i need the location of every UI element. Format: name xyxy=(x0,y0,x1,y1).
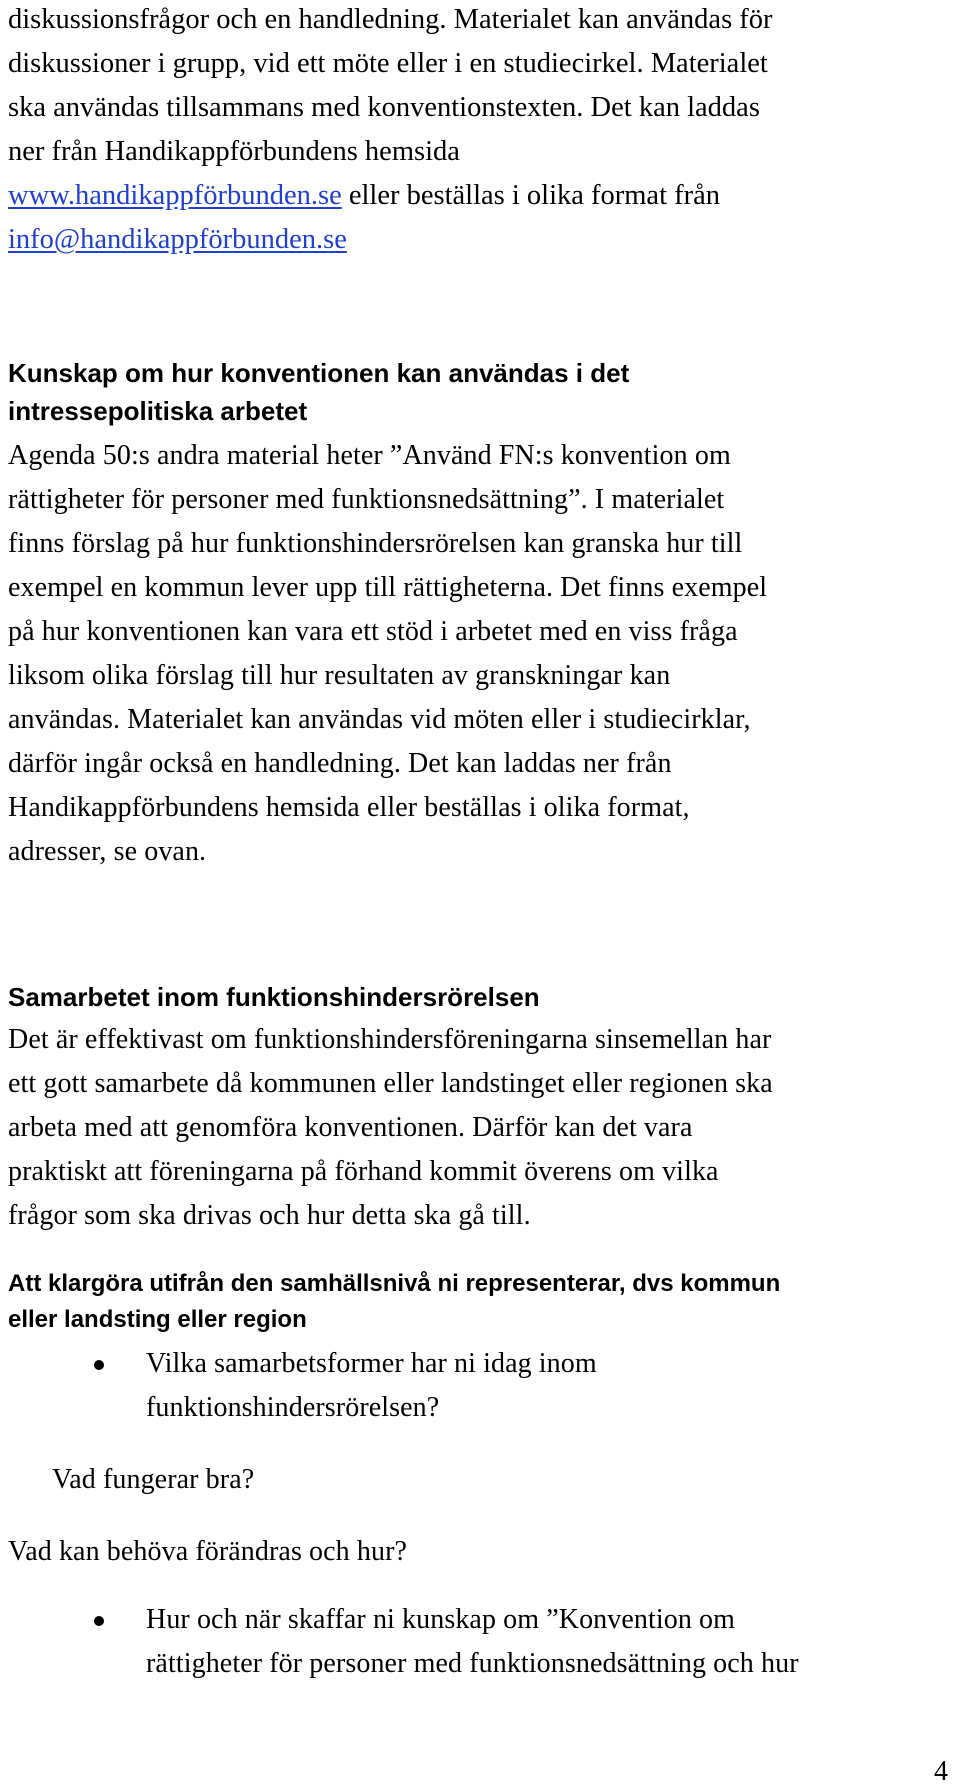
bullet-icon xyxy=(94,1616,104,1626)
paragraph-line: liksom olika förslag till hur resultaten av granskningar kan xyxy=(8,660,671,691)
section2-paragraph xyxy=(8,1018,952,1238)
intro-line: ner från Handikappförbundens hemsida xyxy=(8,136,460,167)
question-line: Vad fungerar bra? xyxy=(52,1464,255,1495)
heading-line: Att klargöra utifrån den samhällsnivå ni representerar, dvs kommun xyxy=(8,1270,781,1297)
bullet-line: funktionshindersrörelsen? xyxy=(146,1392,440,1423)
bullet-line: rättigheter för personer med funktionsnedsättning och hur xyxy=(146,1648,799,1679)
intro-line: diskussioner i grupp, vid ett möte eller i en studiecirkel. Materialet xyxy=(8,48,768,79)
intro-text: eller beställas i olika format från xyxy=(341,180,720,211)
question-line: Vad kan behöva förändras och hur? xyxy=(8,1536,408,1567)
paragraph-line: arbeta med att genomföra konventionen. Därför kan det vara xyxy=(8,1112,693,1143)
section-heading-klargora xyxy=(8,1266,952,1338)
bullet-icon xyxy=(94,1360,104,1370)
heading-line: Samarbetet inom funktionshindersrörelsen xyxy=(8,982,540,1012)
section-heading-kunskap xyxy=(8,354,952,430)
website-link[interactable]: www.handikappförbunden.se xyxy=(8,180,342,211)
paragraph-line: användas. Materialet kan användas vid möten eller i studiecirklar, xyxy=(8,704,751,735)
section1-paragraph xyxy=(8,434,952,874)
bullet-item xyxy=(100,1598,952,1686)
paragraph-line: Agenda 50:s andra material heter ”Använd FN:s konvention om xyxy=(8,440,731,471)
intro-line: ska användas tillsammans med konventionstexten. Det kan laddas xyxy=(8,92,760,123)
bullet-text xyxy=(146,1342,960,1430)
bullet-line: Hur och när skaffar ni kunskap om ”Konvention om xyxy=(146,1604,736,1635)
paragraph-line: på hur konventionen kan vara ett stöd i arbetet med en viss fråga xyxy=(8,616,738,647)
intro-line: diskussionsfrågor och en handledning. Materialet kan användas för xyxy=(8,4,773,35)
paragraph-line: adresser, se ovan. xyxy=(8,836,207,867)
intro-paragraph xyxy=(8,0,952,262)
paragraph-line: rättigheter för personer med funktionsnedsättning”. I materialet xyxy=(8,484,725,515)
paragraph-line: exempel en kommun lever upp till rättigheterna. Det finns exempel xyxy=(8,572,768,603)
heading-line: intressepolitiska arbetet xyxy=(8,396,308,426)
page-number: 4 xyxy=(934,1756,948,1787)
paragraph-line: därför ingår också en handledning. Det kan laddas ner från xyxy=(8,748,672,779)
section-heading-samarbetet xyxy=(8,978,952,1016)
bullet-line: Vilka samarbetsformer har ni idag inom xyxy=(146,1348,597,1379)
paragraph-line: finns förslag på hur funktionshindersrörelsen kan granska hur till xyxy=(8,528,743,559)
email-link[interactable]: info@handikappförbunden.se xyxy=(8,224,347,255)
intro-line xyxy=(8,218,952,262)
paragraph-line: ett gott samarbete då kommunen eller landstinget eller regionen ska xyxy=(8,1068,773,1099)
intro-line xyxy=(8,174,952,218)
bullet-text xyxy=(146,1598,960,1686)
bullet-item xyxy=(100,1342,952,1430)
heading-line: Kunskap om hur konventionen kan användas i det xyxy=(8,358,630,388)
paragraph-line: Handikappförbundens hemsida eller beställas i olika format, xyxy=(8,792,690,823)
paragraph-line: praktiskt att föreningarna på förhand kommit överens om vilka xyxy=(8,1156,719,1187)
paragraph-line: frågor som ska drivas och hur detta ska gå till. xyxy=(8,1200,531,1231)
paragraph-line: Det är effektivast om funktionshindersföreningarna sinsemellan har xyxy=(8,1024,772,1055)
heading-line: eller landsting eller region xyxy=(8,1306,307,1333)
